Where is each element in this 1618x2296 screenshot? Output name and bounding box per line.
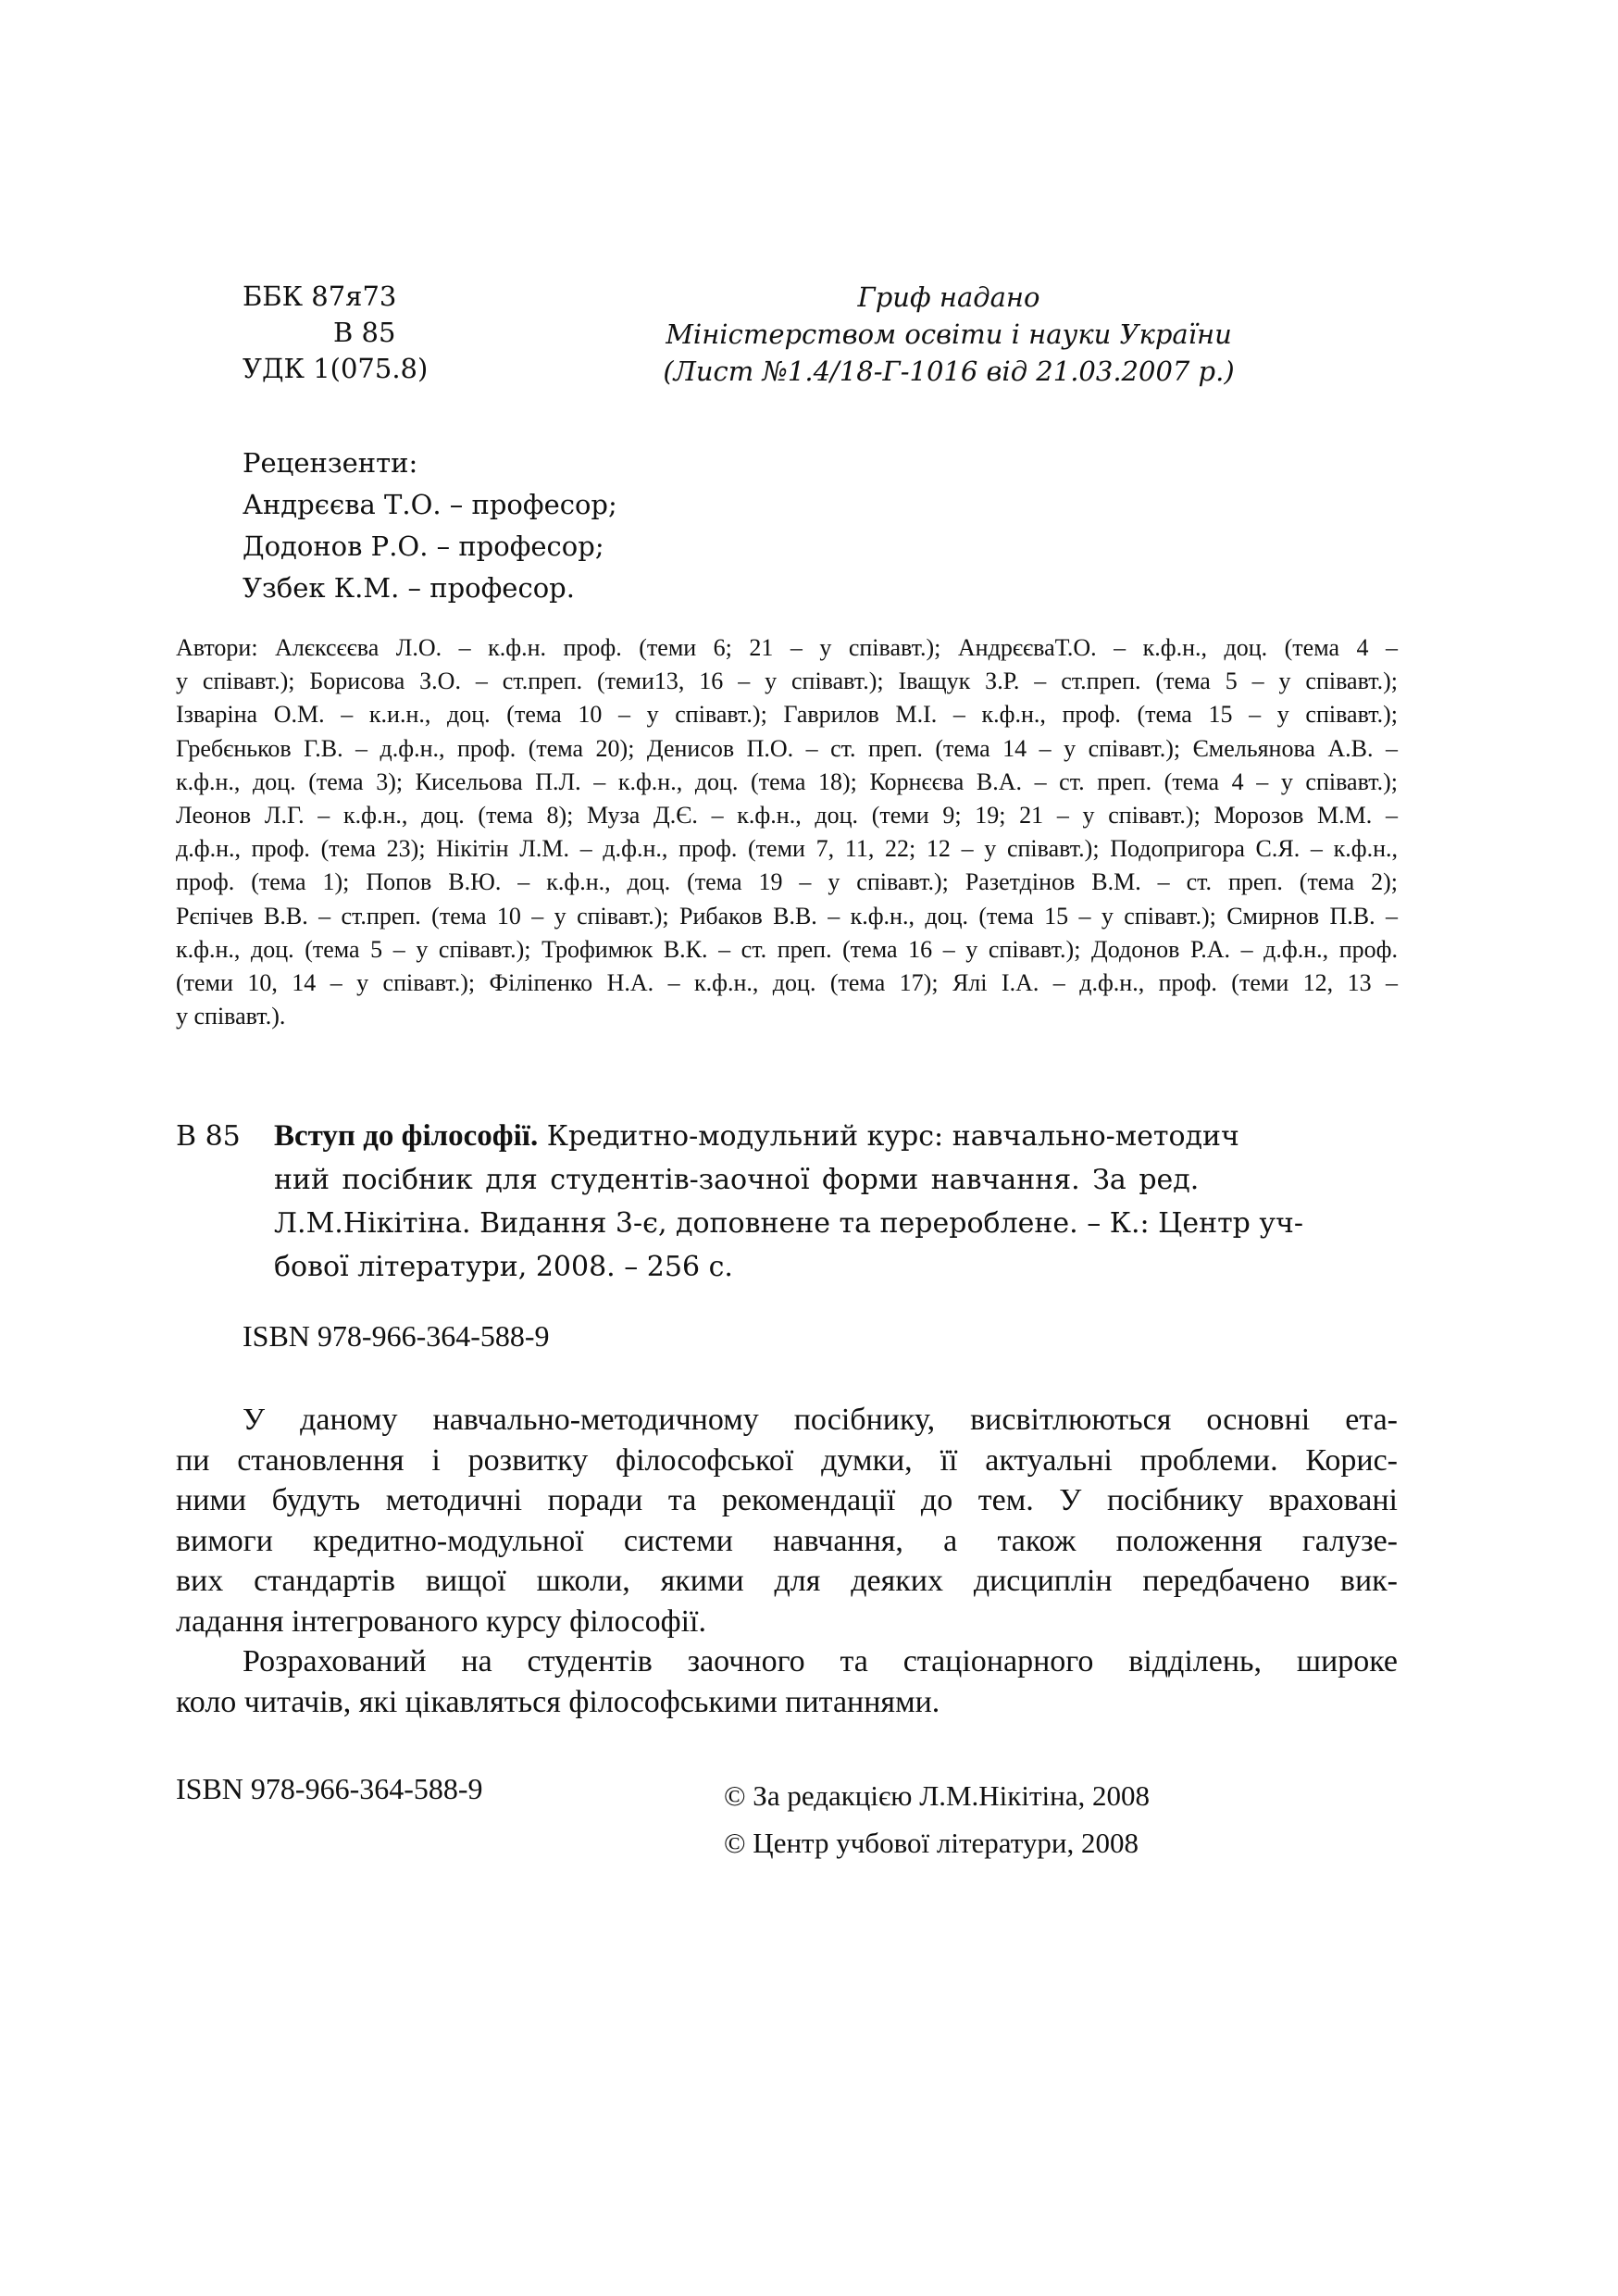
annotation-line: вимоги кредитно-модульної системи навчання, а також положення галузе- xyxy=(176,1523,1398,1558)
grif-line-3: (Лист №1.4/18-Г-1016 від 21.03.2007 р.) xyxy=(663,356,1235,387)
bbk-code: ББК 87я73 xyxy=(243,281,397,312)
classification-block xyxy=(243,279,428,387)
authors-line: Гребєньков Г.В. – д.ф.н., проф. (тема 20); Денисов П.О. – ст. преп. (тема 14 – у співавт.); Ємельянова А.В. – xyxy=(176,734,1398,762)
biblio-code: В 85 xyxy=(176,1120,241,1153)
authors-line: у співавт.); Борисова З.О. – ст.преп. (теми13, 16 – у співавт.); Іващук З.Р. – ст.преп. (тема 5 – у співавт.); xyxy=(176,668,1398,695)
authors-line: к.ф.н., доц. (тема 5 – у співавт.); Трофимюк В.К. – ст. преп. (тема 16 – у співавт.); Додонов Р.А. – д.ф.н., проф. xyxy=(176,935,1398,963)
authors-line: проф. (тема 1); Попов В.Ю. – к.ф.н., доц. (тема 19 – у співавт.); Разетдінов В.М. – ст. преп. (тема 2); xyxy=(176,868,1398,896)
reviewers-heading: Рецензенти: xyxy=(243,447,418,479)
annotation-line: вих стандартів вищої школи, якими для деяких дисциплін передбачено вик- xyxy=(176,1564,1398,1598)
authors-line: к.ф.н., доц. (тема 3); Кисельова П.Л. – к.ф.н., доц. (тема 18); Корнєєва В.А. – ст. преп. (тема 4 – у співавт.); xyxy=(176,767,1398,795)
authors-line: Ізваріна О.М. – к.и.н., доц. (тема 10 – у співавт.); Гаврилов М.І. – к.ф.н., проф. (тема 15 – у співавт.); xyxy=(176,701,1398,729)
reviewer: Андрєєва Т.О. – професор; xyxy=(243,489,617,520)
annotation-line: пи становлення і розвитку філософської думки, її актуальні проблеми. Корис- xyxy=(176,1442,1398,1478)
authors-line: (теми 10, 14 – у співавт.); Філіпенко Н.А. – к.ф.н., доц. (тема 17); Ялі І.А. – д.ф.н., проф. (теми 12, 13 – xyxy=(176,969,1398,997)
udk-code: УДК 1(075.8) xyxy=(243,353,429,384)
annotation-line: коло читачів, які цікавляться філософськими питаннями. xyxy=(176,1684,940,1719)
reviewer: Узбек К.М. – професор. xyxy=(243,572,575,604)
biblio-line-1-rest: Кредитно-модульний курс: навчально-методич xyxy=(546,1120,1239,1153)
isbn-bottom: ISBN 978-966-364-588-9 xyxy=(176,1772,483,1805)
author-sign: В 85 xyxy=(333,317,396,348)
authors-line: Автори: Алєксєєва Л.О. – к.ф.н. проф. (теми 6; 21 – у співавт.); АндрєєваТ.О. – к.ф.н., доц. (тема 4 – xyxy=(176,634,1398,661)
bibliographic-entry xyxy=(176,1115,1398,1289)
copyright-publisher: © Центр учбової літератури, 2008 xyxy=(724,1827,1139,1859)
annotation-line: ними будуть методичні поради та рекомендації до тем. У посібнику враховані xyxy=(176,1483,1398,1517)
ministry-stamp xyxy=(602,279,1296,390)
authors-line: Рєпічев В.В. – ст.преп. (тема 10 – у співавт.); Рибаков В.В. – к.ф.н., доц. (тема 15 – у співавт.); Смирнов П.В. – xyxy=(176,902,1398,930)
annotation-line: ладання інтегрованого курсу філософії. xyxy=(176,1603,706,1639)
authors-line: Леонов Л.Г. – к.ф.н., доц. (тема 8); Муза Д.Є. – к.ф.н., доц. (теми 9; 19; 21 – у співавт.); Морозов М.М. – xyxy=(176,802,1398,830)
copyright-block xyxy=(724,1772,1150,1866)
isbn-top: ISBN 978-966-364-588-9 xyxy=(243,1319,550,1353)
biblio-line: бової літератури, 2008. – 256 с. xyxy=(274,1251,733,1283)
biblio-line: Л.М.Нікітіна. Видання 3-є, доповнене та перероблене. – К.: Центр уч- xyxy=(274,1207,1304,1240)
annotation-block xyxy=(176,1400,1398,1722)
reviewer: Додонов Р.О. – професор; xyxy=(243,530,604,562)
authors-block xyxy=(176,631,1398,1033)
authors-line: у співавт.). xyxy=(176,1003,286,1030)
annotation-line: У даному навчально-методичному посібнику, висвітлюються основні ета- xyxy=(243,1403,1398,1437)
authors-line: д.ф.н., проф. (тема 23); Нікітін Л.М. – д.ф.н., проф. (теми 7, 11, 22; 12 – у співавт.); Подопригора С.Я. – к.ф.н., xyxy=(176,835,1398,863)
reviewers-block xyxy=(243,443,617,609)
annotation-line: Розрахований на студентів заочного та стаціонарного відділень, широке xyxy=(243,1644,1398,1678)
copyright-editor: © За редакцією Л.М.Нікітіна, 2008 xyxy=(724,1779,1150,1812)
grif-line-2: Міністерством освіти і науки України xyxy=(666,318,1232,350)
biblio-line: ний посібник для студентів-заочної форми навчання. За ред. xyxy=(274,1164,1200,1196)
biblio-first-line xyxy=(176,1115,1398,1158)
book-title: Вступ до філософії. xyxy=(274,1119,539,1153)
grif-line-1: Гриф надано xyxy=(857,281,1040,313)
